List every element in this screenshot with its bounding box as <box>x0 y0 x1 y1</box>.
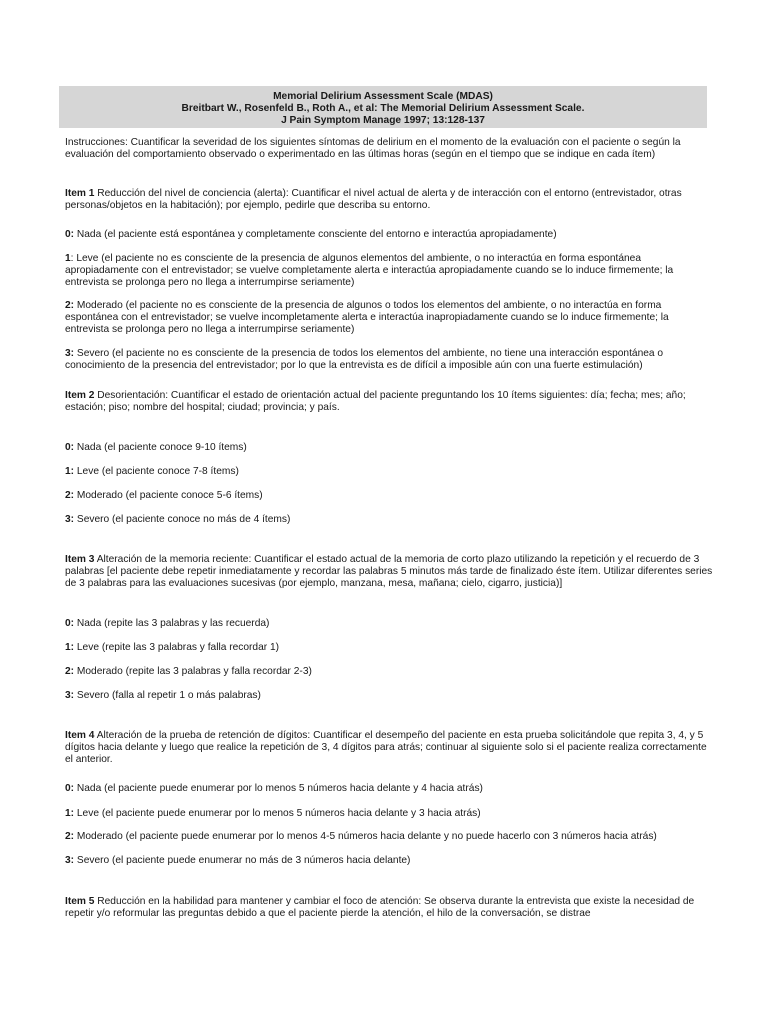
item-2-option-3-text: Severo (el paciente conoce no más de 4 ítems) <box>74 514 291 525</box>
item-2-option-2-score: 2: <box>65 490 75 501</box>
item-4-option-0-text: Nada (el paciente puede enumerar por lo menos 5 números hacia delante y 4 hacia atrás) <box>74 783 483 794</box>
item-2-description <box>65 390 713 414</box>
item-1-option-0-score: 0: <box>65 229 75 240</box>
item-3-option-1 <box>65 642 713 654</box>
item-2-label: Item 2 <box>65 390 95 401</box>
item-3-option-2 <box>65 666 713 678</box>
item-1-option-3 <box>65 348 713 372</box>
item-3-option-2-text: Moderado (repite las 3 palabras y falla recordar 2-3) <box>74 666 312 677</box>
item-3-option-0-score: 0: <box>65 618 75 629</box>
item-1-option-2-score: 2: <box>65 300 75 311</box>
item-1-option-3-text: Severo (el paciente no es consciente de la presencia de todos los elementos del ambiente, no tiene una interacción espontánea o conocimiento de la presencia del entrevistador; por lo que la entrevista es de difícil a imposible aún con una fuerte estimulación) <box>65 348 664 371</box>
item-2-option-1 <box>65 466 713 478</box>
item-4-text: Alteración de la prueba de retención de dígitos: Cuantificar el desempeño del paciente en esta prueba solicitándole que repita 3, 4, y 5 dígitos hacia delante y luego que realice la repetición de 3, 4 dígitos para atrás; continuar al siguiente solo si el paciente realiza correctamente el anterior. <box>65 730 707 765</box>
item-2-option-1-text: Leve (el paciente conoce 7-8 ítems) <box>74 466 239 477</box>
item-4-option-1 <box>65 808 713 820</box>
item-3-option-0 <box>65 618 713 630</box>
item-2-option-2 <box>65 490 713 502</box>
instructions-paragraph: Instrucciones: Cuantificar la severidad de los siguientes síntomas de delirium en el momento de la evaluación con el paciente o según la evaluación del comportamiento observado o experimentado en las últimas horas (según en el tiempo que se indique en cada ítem) <box>65 137 681 160</box>
scale-title: Memorial Delirium Assessment Scale (MDAS) <box>273 91 493 102</box>
item-4-description <box>65 730 713 766</box>
item-1-option-1 <box>65 253 713 289</box>
citation-journal: J Pain Symptom Manage 1997; 13:128-137 <box>281 115 485 126</box>
document-header <box>59 86 707 128</box>
item-4-option-3-text: Severo (el paciente puede enumerar no más de 3 números hacia delante) <box>74 855 411 866</box>
item-2-option-2-text: Moderado (el paciente conoce 5-6 ítems) <box>74 490 263 501</box>
item-2-option-1-score: 1: <box>65 466 75 477</box>
item-4-option-0-score: 0: <box>65 783 75 794</box>
item-1-option-2-text: Moderado (el paciente no es consciente de la presencia de algunos o todos los elementos del ambiente, o no interactúa en forma espontánea con el entrevistador; se vuelve incompletamente alerta e interactúa inapropiadamente cuando se lo induce firmemente; la entrevista se prolonga pero no llega a interrumpirse seriamente) <box>65 300 669 335</box>
item-4-option-2 <box>65 831 713 843</box>
item-3-option-2-score: 2: <box>65 666 75 677</box>
item-4-option-3 <box>65 855 713 867</box>
item-1-option-0-text: Nada (el paciente está espontánea y completamente consciente del entorno e interactúa apropiadamente) <box>74 229 557 240</box>
item-2-text: Desorientación: Cuantificar el estado de orientación actual del paciente preguntando los 10 ítems siguientes: día; fecha; mes; año; estación; piso; nombre del hospital; ciudad; provincia; y país. <box>65 390 686 413</box>
item-1-label: Item 1 <box>65 188 95 199</box>
item-4-option-3-score: 3: <box>65 855 75 866</box>
item-1-description <box>65 188 713 212</box>
item-1-option-2 <box>65 300 713 336</box>
item-2-option-0-text: Nada (el paciente conoce 9-10 ítems) <box>74 442 247 453</box>
item-4-option-2-text: Moderado (el paciente puede enumerar por lo menos 4-5 números hacia delante y no puede hacerlo con 3 números hacia atrás) <box>74 831 657 842</box>
item-4-label: Item 4 <box>65 730 95 741</box>
item-1-option-1-text: : Leve (el paciente no es consciente de la presencia de algunos elementos del ambiente, o no interactúa en forma espontánea apropiadamente con el entrevistador; se vuelve completamente alerta e interactúa apropiadamente cuando se lo induce firmemente; la entrevista se prolonga pero no llega a interrumpirse seriamente) <box>65 253 674 288</box>
item-1-text: Reducción del nivel de conciencia (alerta): Cuantificar el nivel actual de alerta y de interacción con el entorno (entrevistador, otras personas/objetos en la habitación); por ejemplo, pedirle que describa su entorno. <box>65 188 682 211</box>
item-3-option-1-score: 1: <box>65 642 75 653</box>
item-5-text: Reducción en la habilidad para mantener y cambiar el foco de atención: Se observa durante la entrevista que existe la necesidad de repetir y/o reformular las preguntas debido a que el paciente pierde la atención, el hilo de la conversación, se distrae <box>65 896 695 919</box>
item-3-option-1-text: Leve (repite las 3 palabras y falla recordar 1) <box>74 642 280 653</box>
item-3-text: Alteración de la memoria reciente: Cuantificar el estado actual de la memoria de corto plazo utilizando la repetición y el recuerdo de 3 palabras [el paciente debe repetir inmediatamente y recordar las palabras 5 minutos más tarde de finalizado éste ítem. Utilizar diferentes series de 3 palabras para las evaluaciones sucesivas (por ejemplo, manzana, mesa, mañana; cielo, cigarro, justicia)] <box>65 554 713 589</box>
item-3-option-3-text: Severo (falla al repetir 1 o más palabras) <box>74 690 261 701</box>
item-5-description <box>65 896 713 920</box>
item-3-option-3 <box>65 690 713 702</box>
item-2-option-0 <box>65 442 713 454</box>
item-3-label: Item 3 <box>65 554 95 565</box>
item-4-option-2-score: 2: <box>65 831 75 842</box>
item-2-option-0-score: 0: <box>65 442 75 453</box>
item-1-option-0 <box>65 229 713 241</box>
item-4-option-0 <box>65 783 713 795</box>
item-5-label: Item 5 <box>65 896 95 907</box>
item-1-option-3-score: 3: <box>65 348 75 359</box>
item-4-option-1-text: Leve (el paciente puede enumerar por lo menos 5 números hacia delante y 3 hacia atrás) <box>74 808 481 819</box>
item-1-option-1-score: 1 <box>65 253 71 264</box>
item-4-option-1-score: 1: <box>65 808 75 819</box>
item-3-option-3-score: 3: <box>65 690 75 701</box>
citation-authors: Breitbart W., Rosenfeld B., Roth A., et al: The Memorial Delirium Assessment Scale. <box>181 103 585 114</box>
item-2-option-3 <box>65 514 713 526</box>
item-3-option-0-text: Nada (repite las 3 palabras y las recuerda) <box>74 618 270 629</box>
item-2-option-3-score: 3: <box>65 514 75 525</box>
item-3-description <box>65 554 713 590</box>
